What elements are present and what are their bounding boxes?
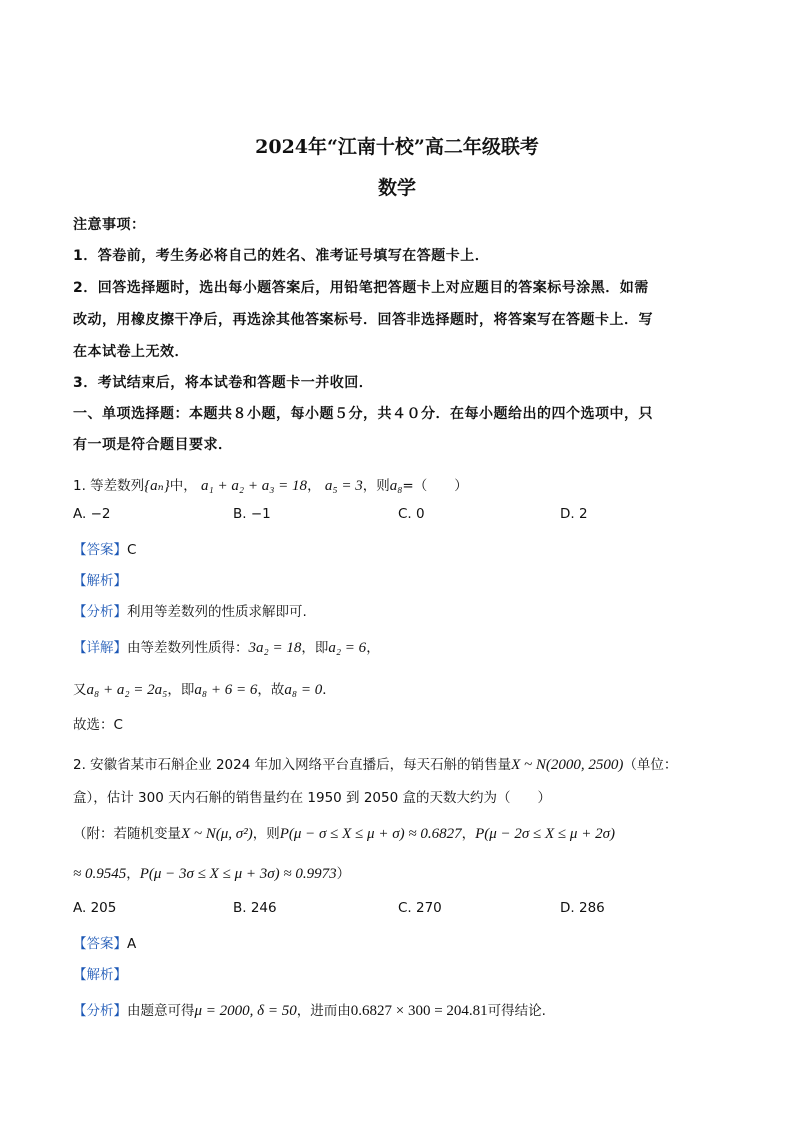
q2-line4-comma: ，: [126, 866, 140, 882]
q2-line3-comma: ，: [461, 826, 476, 842]
q2-analysis-label: [73, 963, 734, 983]
q1-answer-value: C: [127, 542, 137, 558]
q2-fenxi-eq-1: μ = 2000, δ = 50: [194, 1003, 297, 1019]
question-2-line-2: 盒），估计 300 天内石斛的销售量约在 1950 到 2050 盒的天数大约为（ ）: [73, 790, 551, 806]
question-2-line-4: [73, 862, 734, 883]
q1-line2-pre: 又: [73, 682, 87, 698]
q2-line3-text: （附：若随机变量: [73, 826, 181, 842]
q1-final: 故选：C: [73, 717, 123, 733]
q2-fenxi-label: 【分析】: [73, 1003, 127, 1019]
question-1-text: 中，: [169, 478, 197, 494]
section-heading-line-1: 一、单项选择题：本题共８小题，每小题５分，共４０分．在每小题给出的四个选项中，只: [73, 406, 653, 422]
q2-analysis-tag: 【解析】: [73, 967, 127, 983]
q2-answer-label: 【答案】: [73, 936, 127, 952]
q1-line2-mid-1: ，即: [167, 682, 195, 698]
q2-prob-2sigma: P(μ − 2σ ≤ X ≤ μ + 2σ): [475, 826, 615, 842]
section-heading-line-2: 有一项是符合题目要求．: [73, 437, 233, 453]
asked-term: a₈: [389, 478, 403, 494]
question-1-options: [73, 506, 733, 526]
q1-detail-eq-1: 3a₂ = 18: [248, 640, 302, 656]
q2-option-a: A. 205: [73, 900, 117, 916]
q2-line1-text: 2. 安徽省某市石斛企业 2024 年加入网络平台直播后，每天石斛的销售量: [73, 757, 512, 773]
condition-2: a₅ = 3: [324, 478, 363, 494]
q2-answer-value: A: [127, 936, 137, 952]
q1-option-c: C. 0: [398, 506, 425, 522]
notice-item-2-line-1: 2．回答选择题时，选出每小题答案后，用铅笔把答题卡上对应题目的答案标号涂黑．如需: [73, 280, 649, 296]
condition-1: a₁ + a₂ + a₃ = 18: [201, 478, 308, 494]
q1-line2-mid-2: ，故: [257, 682, 285, 698]
q2-fenxi-eq-2: 0.6827 × 300 = 204.81: [350, 1003, 488, 1019]
question-1-ask: ，则: [362, 478, 390, 494]
question-2-line-1: [73, 753, 734, 774]
q2-option-c: C. 270: [398, 900, 442, 916]
q1-line2-end: ．: [322, 682, 336, 698]
notice-item-3: 3．考试结束后，将本试卷和答题卡一并收回．: [73, 375, 374, 391]
q2-option-d: D. 286: [560, 900, 605, 916]
q2-fenxi-line: [73, 999, 734, 1020]
q2-prob-2sigma-value: ≈ 0.9545: [73, 866, 127, 882]
q1-fenxi-line: [73, 600, 734, 620]
q2-unit-label: （单位：: [623, 757, 678, 773]
q2-prob-1sigma: P(μ − σ ≤ X ≤ μ + σ) ≈ 0.6827: [279, 826, 462, 842]
q1-line2-eq-1: a₈ + a₂ = 2a₅: [86, 682, 168, 698]
question-1-paren: =（ ）: [402, 478, 468, 494]
q1-detail-line-1: [73, 636, 734, 657]
q1-detail-eq-2: a₂ = 6: [328, 640, 367, 656]
question-2-options: [73, 900, 733, 920]
q2-line3-conj: ，则: [252, 826, 280, 842]
q2-answer-line: [73, 932, 734, 952]
subject-title: 数学: [377, 177, 416, 199]
q1-line2-eq-3: a₈ = 0: [284, 682, 323, 698]
notice-item-2-line-3: 在本试卷上无效．: [73, 344, 189, 360]
notice-heading: 注意事项：: [73, 217, 146, 233]
q1-analysis-label: [73, 569, 734, 589]
q2-line4-end: ）: [336, 866, 351, 882]
analysis-label: 【解析】: [73, 573, 127, 589]
q1-answer-line: [73, 538, 734, 558]
q1-detail-line-2: [73, 678, 734, 699]
question-1-stem: 1. 等差数列{aₙ}中， a₁ + a₂ + a₃ = 18， a₅ = 3，则a₈=（ ）: [73, 478, 468, 494]
q1-detail-conj: ，即: [301, 640, 329, 656]
q1-option-a: A. −2: [73, 506, 111, 522]
q2-fenxi-mid: ，进而由: [296, 1003, 351, 1019]
q1-option-b: B. −1: [233, 506, 271, 522]
q2-option-b: B. 246: [233, 900, 277, 916]
q1-detail-end: ，: [366, 640, 380, 656]
q1-option-d: D. 2: [560, 506, 588, 522]
detail-label: 【详解】: [73, 640, 127, 656]
question-2-line-3: [73, 822, 734, 843]
q1-line2-eq-2: a₈ + 6 = 6: [194, 682, 258, 698]
q2-distribution: X ~ N(2000, 2500): [511, 757, 624, 773]
notice-item-2-line-2: 改动，用橡皮擦干净后，再选涂其他答案标号．回答非选择题时，将答案写在答题卡上．写: [73, 312, 653, 328]
q2-fenxi-end: 可得结论.: [487, 1003, 546, 1019]
exam-title: 2024年“江南十校”高二年级联考: [255, 136, 539, 158]
q2-normal-def: X ~ N(μ, σ²): [181, 826, 253, 842]
q2-prob-3sigma: P(μ − 3σ ≤ X ≤ μ + 3σ) ≈ 0.9973: [139, 866, 337, 882]
notice-item-1: 1．答卷前，考生务必将自己的姓名、准考证号填写在答题卡上．: [73, 248, 490, 264]
answer-label: 【答案】: [73, 542, 127, 558]
q1-detail-text: 由等差数列性质得：: [127, 640, 249, 656]
sequence-symbol: {aₙ}: [144, 478, 170, 494]
fenxi-label: 【分析】: [73, 604, 127, 620]
question-1-number: 1. 等差数列: [73, 478, 145, 494]
q2-fenxi-text: 由题意可得: [127, 1003, 195, 1019]
q1-fenxi-text: 利用等差数列的性质求解即可.: [127, 604, 307, 620]
